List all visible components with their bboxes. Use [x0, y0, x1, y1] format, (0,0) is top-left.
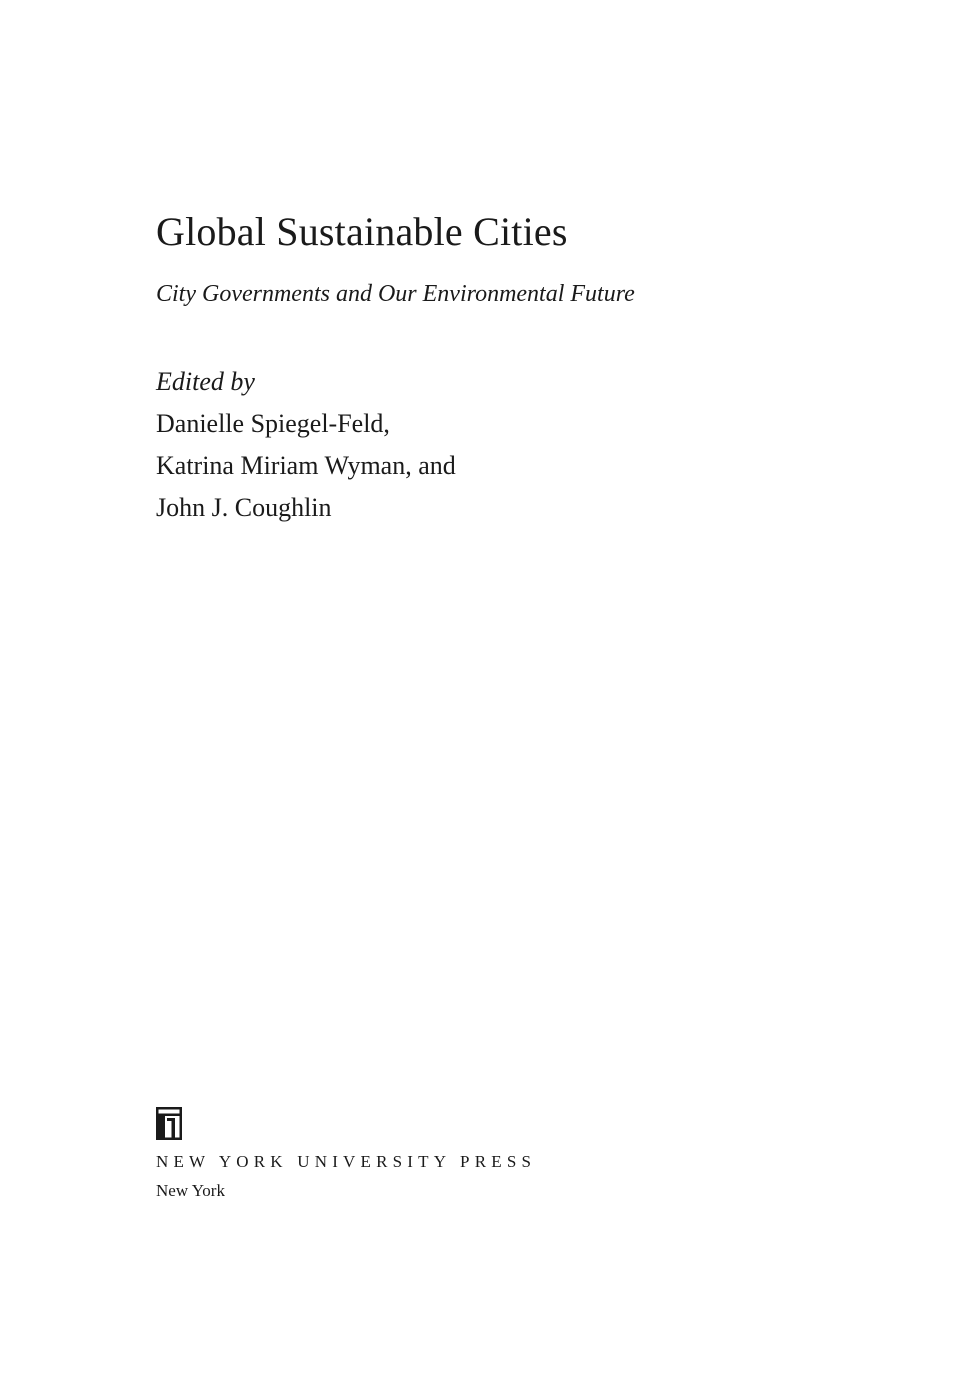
book-subtitle: City Governments and Our Environmental Future [156, 281, 635, 307]
edited-by-label: Edited by [156, 367, 255, 396]
publisher-city: New York [156, 1181, 225, 1200]
editors-block [156, 361, 456, 529]
nyu-press-logo-icon [156, 1107, 182, 1140]
editor-name: Katrina Miriam Wyman, and [156, 451, 456, 480]
editor-name: John J. Coughlin [156, 493, 332, 522]
publisher-name: NEW YORK UNIVERSITY PRESS [156, 1152, 537, 1171]
editor-name: Danielle Spiegel-Feld, [156, 409, 390, 438]
book-title: Global Sustainable Cities [156, 209, 568, 254]
